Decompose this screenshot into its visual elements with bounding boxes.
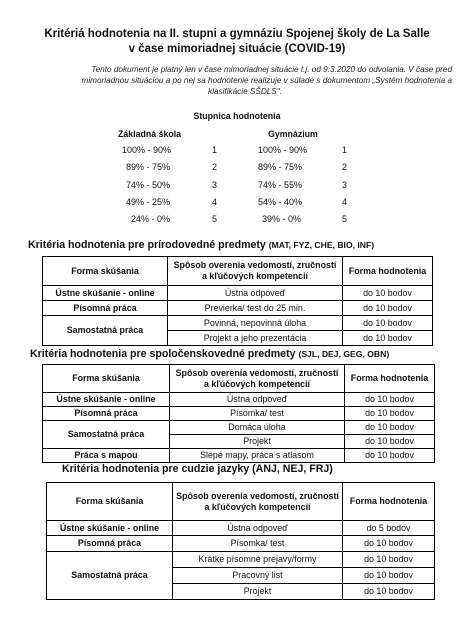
scale-zs-range: 100% - 90% <box>122 145 172 155</box>
cell-forma: Samostatná práca <box>43 316 168 346</box>
scale-title: Stupnica hodnotenia <box>193 111 281 121</box>
cell-sposob: Domáca úloha <box>170 421 345 435</box>
table-header-forma: Forma skúšania <box>43 257 168 286</box>
cell-sposob: Písomka/ test <box>173 536 343 552</box>
table-row <box>43 393 435 407</box>
scale-gym-range: 100% - 90% <box>258 145 308 155</box>
table-row <box>43 421 435 435</box>
section2-subjects: (SJL, DEJ, GEG, OBN) <box>298 349 390 359</box>
cell-hodnotenie: do 10 bodov <box>343 568 435 584</box>
cell-sposob: Slepé mapy, práca s atlasom <box>170 449 345 463</box>
cell-forma: Samostatná práca <box>43 421 170 449</box>
document-title-line1: Kritériá hodnotenia na II. stupni a gymnáziu Spojenej školy de La Salle <box>44 28 430 40</box>
cell-hodnotenie: do 10 bodov <box>345 435 435 449</box>
cell-forma: Práca s mapou <box>43 449 170 463</box>
cell-forma: Samostatná práca <box>47 552 173 600</box>
cell-hodnotenie: do 10 bodov <box>343 286 433 301</box>
cell-forma: Písomná práca <box>47 536 173 552</box>
cell-hodnotenie: do 10 bodov <box>345 449 435 463</box>
cell-sposob: Projekt a jeho prezentácia <box>168 331 343 346</box>
cell-hodnotenie: do 5 bodov <box>343 521 435 536</box>
validity-note <box>38 64 452 98</box>
scale-zs-range: 49% - 25% <box>126 197 171 207</box>
table-header-sposob: Spôsob overenia vedomostí, zručností a kľúčových kompetencií <box>170 365 345 393</box>
section1-title-text: Kritéria hodnotenia pre prírodovedné predmety <box>28 239 266 251</box>
cell-hodnotenie: do 10 bodov <box>343 584 435 600</box>
validity-note-line3: klasifikácie SŠDLS". <box>208 87 282 97</box>
table-row <box>47 521 435 536</box>
cell-hodnotenie: do 10 bodov <box>343 552 435 568</box>
cell-hodnotenie: do 10 bodov <box>343 301 433 316</box>
cell-hodnotenie: do 10 bodov <box>345 407 435 421</box>
cell-forma: Ústne skúšanie - online <box>47 521 173 536</box>
cell-sposob: Projekt <box>173 584 343 600</box>
cell-hodnotenie: do 10 bodov <box>343 331 433 346</box>
scale-zs-range: 89% - 75% <box>126 162 171 172</box>
table-header-hodnotenie: Forma hodnotenia <box>343 483 435 521</box>
scale-zs-grade: 2 <box>212 162 218 172</box>
table-row <box>43 407 435 421</box>
cell-sposob: Projekt <box>170 435 345 449</box>
scale-gym-grade: 5 <box>342 214 348 224</box>
section1-title <box>28 239 374 251</box>
cell-sposob: Pracovný list <box>173 568 343 584</box>
table-row <box>43 286 433 301</box>
table-row <box>43 316 433 331</box>
validity-note-line1: Tento dokument je platný len v čase mimoriadnej situácie t.j. od 9.3.2020 do odvolania. V čase pred <box>91 65 452 74</box>
validity-note-line2: mimoriadnou situáciou a po nej sa hodnotenie realizuje v súlade s dokumentom „Systém hodnotenia a <box>81 76 452 86</box>
cell-sposob: Písomka/ test <box>170 407 345 421</box>
cell-sposob: Ústna odpoveď <box>173 521 343 536</box>
table-row <box>47 552 435 568</box>
scale-gym-grade: 1 <box>342 145 348 155</box>
scale-zs-grade: 1 <box>212 145 218 155</box>
section1-subjects: (MAT, FYZ, CHE, BIO, INF) <box>268 240 375 250</box>
table-header-hodnotenie: Forma hodnotenia <box>345 365 435 393</box>
scale-zs-grade: 3 <box>212 180 218 190</box>
scale-gym-grade: 4 <box>342 197 348 207</box>
section2-title <box>30 348 389 360</box>
cell-forma: Ústne skúšanie - online <box>43 286 168 301</box>
scale-gym-range: 39% - 0% <box>262 214 302 224</box>
scale-zakladna-label: Základná škola <box>118 129 182 139</box>
scale-gym-grade: 2 <box>342 162 348 172</box>
scale-zs-range: 24% - 0% <box>131 214 171 224</box>
table-header-sposob: Spôsob overenia vedomostí, zručností a kľúčových kompetencií <box>168 257 343 286</box>
scale-gym-range: 54% - 40% <box>258 197 303 207</box>
cell-sposob: Ústna odpoveď <box>168 286 343 301</box>
cell-sposob: Previerka/ test do 25 min. <box>168 301 343 316</box>
section3-table <box>46 482 435 600</box>
cell-sposob: Ústna odpoveď <box>170 393 345 407</box>
scale-zs-grade: 4 <box>212 197 218 207</box>
cell-sposob: Povinná, nepovinná úloha <box>168 316 343 331</box>
cell-hodnotenie: do 10 bodov <box>343 316 433 331</box>
section3-title: Kritéria hodnotenia pre cudzie jazyky (ANJ, NEJ, FRJ) <box>62 463 333 475</box>
cell-hodnotenie: do 10 bodov <box>345 393 435 407</box>
cell-forma: Písomná práca <box>43 407 170 421</box>
cell-hodnotenie: do 10 bodov <box>345 421 435 435</box>
scale-gym-range: 89% - 75% <box>258 162 303 172</box>
section2-table <box>42 364 435 463</box>
section2-title-text: Kritéria hodnotenia pre spoločenskovedné predmety <box>30 348 296 360</box>
cell-forma: Písomná práca <box>43 301 168 316</box>
scale-gym-grade: 3 <box>342 180 348 190</box>
scale-gym-range: 74% - 55% <box>258 180 303 190</box>
table-header-forma: Forma skúšania <box>43 365 170 393</box>
cell-hodnotenie: do 10 bodov <box>343 536 435 552</box>
table-header-forma: Forma skúšania <box>47 483 173 521</box>
cell-forma: Ústne skúšanie - online <box>43 393 170 407</box>
table-row <box>43 301 433 316</box>
table-header-hodnotenie: Forma hodnotenia <box>343 257 433 286</box>
cell-sposob: Krátke písomné prejavy/formy <box>173 552 343 568</box>
section1-table <box>42 256 433 346</box>
table-header-sposob: Spôsob overenia vedomostí, zručností a kľúčových kompetencií <box>173 483 343 521</box>
document-title-line2: v čase mimoriadnej situácie (COVID-19) <box>128 43 346 55</box>
scale-zs-grade: 5 <box>212 214 218 224</box>
scale-zs-range: 74% - 50% <box>126 180 171 190</box>
table-row <box>43 449 435 463</box>
scale-gymnazium-label: Gymnázium <box>268 129 318 139</box>
table-row <box>47 536 435 552</box>
